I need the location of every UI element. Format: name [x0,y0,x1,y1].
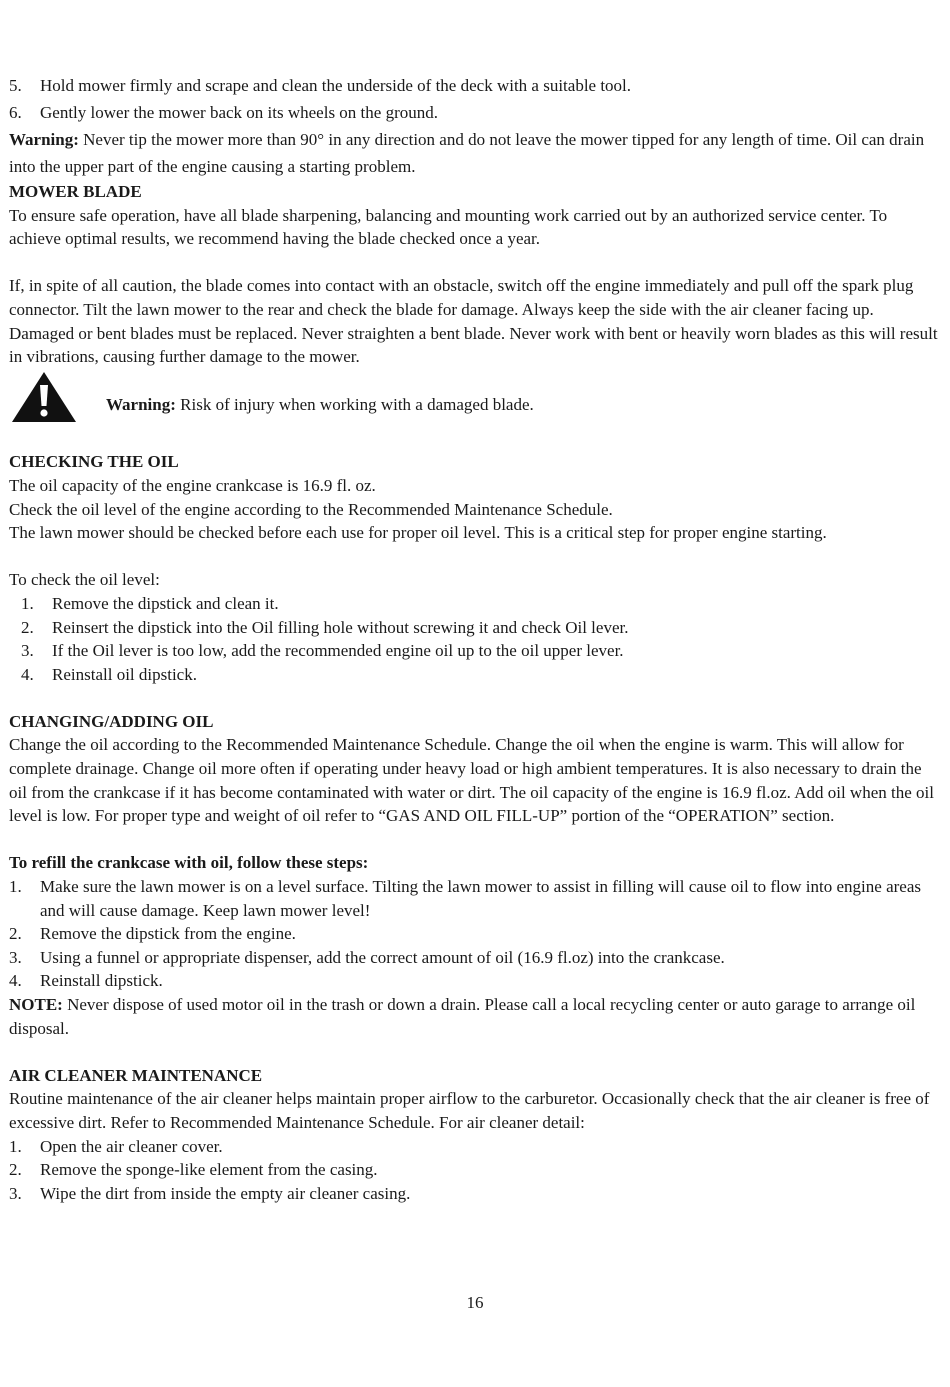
list-item-text: Remove the sponge-like element from the casing. [40,1160,378,1180]
list-item-number: 6. [9,103,22,122]
blade-warning-label: Warning: [106,394,176,414]
list-item [9,663,941,687]
list-item [9,99,941,126]
air-cleaner-paragraph: Routine maintenance of the air cleaner helps maintain proper airflow to the carburetor. Occasionally check that the air cleaner is free of excessive dirt. Refer to Recommended Maintenance Schedule. For air cleaner detail: [9,1089,930,1132]
list-item [9,1135,941,1159]
list-item-number: 4. [9,971,22,991]
list-item [9,922,941,946]
spacer [9,427,941,451]
refill-heading: To refill the crankcase with oil, follow these steps: [9,853,369,873]
list-item-number: 3. [21,641,34,661]
list-item-text: Hold mower firmly and scrape and clean the underside of the deck with a suitable tool. [40,76,632,95]
spacer [9,251,941,275]
tip-warning-label: Warning: [9,130,79,149]
warning-triangle-icon [11,371,77,423]
spacer [9,1040,941,1064]
list-item-number: 5. [9,76,22,95]
oil-check-intro: To check the oil level: [9,570,160,590]
tip-warning-paragraph [9,126,941,180]
page-number: 16 [466,1293,484,1312]
list-item-number: 2. [9,924,22,944]
list-item-number: 2. [9,1160,22,1180]
list-item-text: Reinstall oil dipstick. [52,664,197,684]
list-item-text: Remove the dipstick and clean it. [52,593,279,613]
changing-oil-paragraph: Change the oil according to the Recommended Maintenance Schedule. Change the oil when the engine is warm. This will allow for complete drainage. Change oil more often if operating under heavy load or high ambient temperatures. It is also necessary to drain the oil from the crankcase if it has become contaminated with water or dirt. The oil capacity of the engine is 16.9 fl.oz. Add oil when the oil level is low. For proper type and weight of oil refer to “GAS AND OIL FILL-UP” portion of the “OPERATION” section. [9,735,934,826]
list-item [9,1182,941,1206]
list-item-text: Remove the dipstick from the engine. [40,924,296,944]
list-item-number: 1. [21,593,34,613]
air-cleaner-heading: AIR CLEANER MAINTENANCE [9,1065,263,1085]
mower-blade-paragraph-1: To ensure safe operation, have all blade sharpening, balancing and mounting work carried out by an authorized service center. To achieve optimal results, we recommend having the blade checked once a year. [9,205,888,249]
list-item [9,592,941,616]
mower-blade-heading: MOWER BLADE [9,182,142,201]
list-item-number: 3. [9,947,22,967]
checking-oil-heading: CHECKING THE OIL [9,452,179,472]
list-item-number: 2. [21,617,34,637]
list-item-text: Reinstall dipstick. [40,971,163,991]
oil-check-line: The lawn mower should be checked before each use for proper oil level. This is a critical step for proper engine starting. [9,523,827,543]
list-item-number: 1. [9,1136,22,1156]
air-cleaner-steps [9,1135,941,1206]
list-item [9,875,941,922]
list-item-number: 3. [9,1183,22,1203]
list-item [9,616,941,640]
list-item-text: Using a funnel or appropriate dispenser, add the correct amount of oil (16.9 fl.oz) into the crankcase. [40,947,725,967]
list-item-number: 1. [9,877,22,897]
note-label: NOTE: [9,995,63,1014]
note-text: Never dispose of used motor oil in the trash or down a drain. Please call a local recycling center or auto garage to arrange oil disposal. [9,995,916,1038]
deck-cleaning-steps [9,72,941,126]
blade-warning-row [9,369,941,427]
spacer [9,686,941,710]
list-item-text: Reinsert the dipstick into the Oil filling hole without screwing it and check Oil lever. [52,617,629,637]
mower-blade-paragraph-2: If, in spite of all caution, the blade comes into contact with an obstacle, switch off the engine immediately and pull off the spark plug connector. Tilt the lawn mower to the rear and check the blade for damage. Always keep the side with the air cleaner facing up. Damaged or bent blades must be replaced. Never straighten a bent blade. Never work with bent or heavily worn blades as this will result in vibrations, causing further damage to the mower. [9,276,938,367]
list-item [9,639,941,663]
tip-warning-text: Never tip the mower more than 90° in any direction and do not leave the mower tipped for any length of time. Oil can drain into the upper part of the engine causing a starting problem. [9,130,925,176]
oil-check-steps [9,592,941,686]
list-item [9,72,941,99]
list-item-number: 4. [21,664,34,684]
oil-schedule-line: Check the oil level of the engine according to the Recommended Maintenance Schedule. [9,499,613,519]
list-item [9,969,941,993]
list-item-text: If the Oil lever is too low, add the recommended engine oil up to the oil upper lever. [52,641,624,661]
list-item-text: Gently lower the mower back on its wheels on the ground. [40,103,438,122]
manual-page [9,72,941,1205]
changing-oil-heading: CHANGING/ADDING OIL [9,711,214,731]
refill-steps [9,875,941,993]
blade-warning-text: Risk of injury when working with a damaged blade. [175,394,534,414]
spacer [9,828,941,852]
spacer [9,545,941,569]
blade-warning-text-block [106,393,534,417]
list-item [9,946,941,970]
oil-capacity-line: The oil capacity of the engine crankcase is 16.9 fl. oz. [9,475,376,495]
note-paragraph [9,993,941,1040]
list-item-text: Make sure the lawn mower is on a level surface. Tilting the lawn mower to assist in filling will cause oil to flow into engine areas and will cause damage. Keep lawn mower level! [40,877,921,920]
list-item-text: Open the air cleaner cover. [40,1136,223,1156]
list-item-text: Wipe the dirt from inside the empty air cleaner casing. [40,1183,411,1203]
list-item [9,1158,941,1182]
